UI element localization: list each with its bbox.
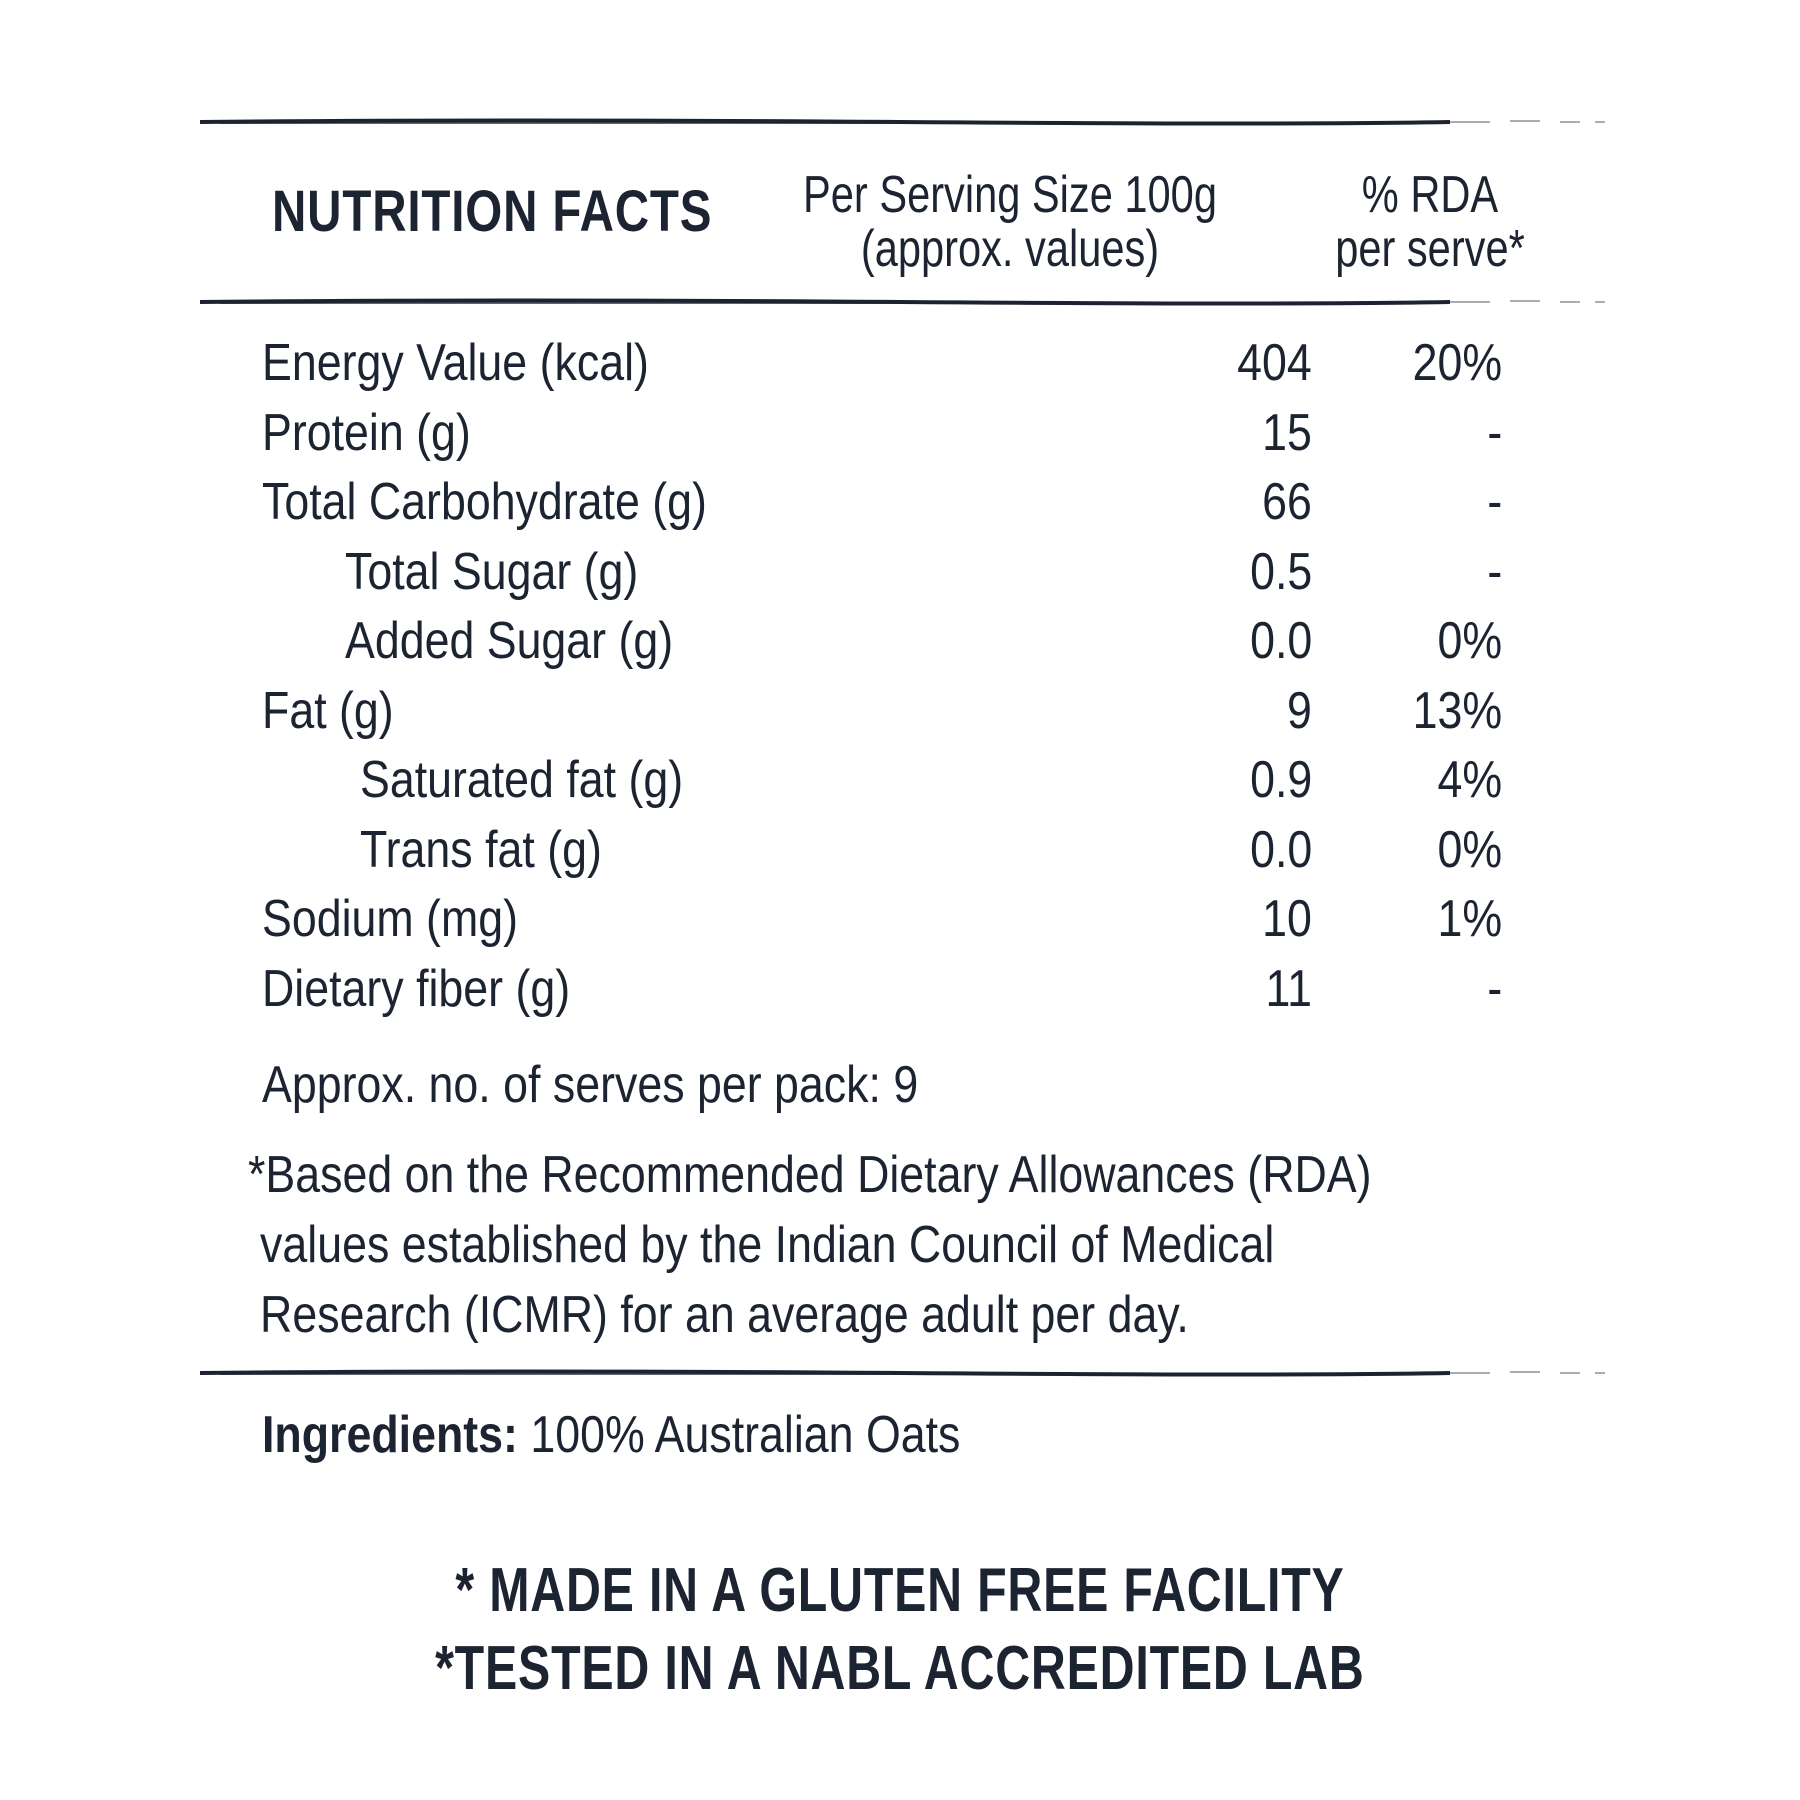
rda-header-line2: per serve* <box>1335 220 1525 278</box>
top-divider-rule <box>200 117 1610 127</box>
nutrient-row-sodium <box>262 888 1502 958</box>
serving-size-line2: (approx. values) <box>860 220 1160 278</box>
gluten-free-claim: * MADE IN A GLUTEN FREE FACILITY <box>455 1556 1345 1625</box>
nabl-tested-claim: *TESTED IN A NABL ACCREDITED LAB <box>435 1634 1365 1703</box>
nutrient-label: Added Sugar (g) <box>345 612 674 670</box>
nutrient-label: Total Carbohydrate (g) <box>262 473 707 531</box>
nutrient-value: 0.9 <box>1249 751 1312 809</box>
nutrient-label: Saturated fat (g) <box>360 751 684 809</box>
nutrient-rda: 20% <box>1412 334 1502 392</box>
nutrient-value: 0.0 <box>1249 612 1312 670</box>
nutrient-label: Sodium (mg) <box>262 890 518 948</box>
nutrient-rda: 4% <box>1437 751 1502 809</box>
rda-header-line1: % RDA <box>1361 166 1499 224</box>
nutrient-value: 11 <box>1265 959 1312 1018</box>
nutrient-label: Fat (g) <box>262 681 394 740</box>
nutrient-label: Dietary fiber (g) <box>262 959 571 1018</box>
nutrient-label: Total Sugar (g) <box>345 542 639 601</box>
nutrient-value: 0.5 <box>1249 542 1312 601</box>
nutrient-row-saturated-fat <box>262 749 1502 819</box>
nutrient-label: Energy Value (kcal) <box>262 334 649 392</box>
nutrient-rda: 0% <box>1437 612 1502 670</box>
rda-footnote <box>248 1140 1372 1350</box>
serving-size-line1: Per Serving Size 100g <box>803 166 1217 224</box>
nutrient-row-carbohydrate <box>262 471 1502 541</box>
footnote-line1: *Based on the Recommended Dietary Allowances (RDA) <box>248 1146 1372 1204</box>
ingredients-text: 100% Australian Oats <box>530 1406 961 1464</box>
nutrient-value: 9 <box>1287 681 1312 740</box>
nutrient-table <box>262 332 1502 1027</box>
nutrient-rda: - <box>1487 542 1502 601</box>
nutrient-value: 15 <box>1262 403 1312 462</box>
footnote-line3: Research (ICMR) for an average adult per day. <box>260 1286 1189 1344</box>
nutrient-label: Trans fat (g) <box>360 820 602 879</box>
serving-size-header <box>778 168 1242 276</box>
nutrient-rda: 1% <box>1437 890 1502 948</box>
nutrient-row-dietary-fiber <box>262 958 1502 1028</box>
nutrient-row-trans-fat <box>262 819 1502 889</box>
ingredients-label: Ingredients: <box>262 1406 518 1464</box>
nutrient-rda: - <box>1487 403 1502 462</box>
nutrient-value: 0.0 <box>1249 820 1312 879</box>
header-divider-rule <box>200 297 1610 307</box>
serves-per-pack: Approx. no. of serves per pack: 9 <box>262 1056 919 1114</box>
ingredients-line <box>262 1405 960 1465</box>
nutrient-row-protein <box>262 402 1502 472</box>
footnote-line2: values established by the Indian Council of Medical <box>260 1216 1275 1274</box>
nutrition-facts-title: NUTRITION FACTS <box>272 179 713 244</box>
nutrient-value: 404 <box>1237 334 1312 392</box>
product-claims <box>0 1552 1800 1708</box>
rda-header <box>1294 168 1566 276</box>
nutrient-rda: 13% <box>1412 681 1502 740</box>
nutrient-row-added-sugar <box>262 610 1502 680</box>
nutrient-value: 66 <box>1262 473 1312 531</box>
nutrient-rda: - <box>1487 473 1502 531</box>
nutrient-row-energy <box>262 332 1502 402</box>
nutrient-value: 10 <box>1262 890 1312 948</box>
nutrient-rda: - <box>1487 959 1502 1018</box>
nutrient-rda: 0% <box>1437 820 1502 879</box>
nutrient-row-fat <box>262 680 1502 750</box>
bottom-divider-rule <box>200 1368 1610 1378</box>
nutrient-label: Protein (g) <box>262 403 471 462</box>
nutrient-row-total-sugar <box>262 541 1502 611</box>
